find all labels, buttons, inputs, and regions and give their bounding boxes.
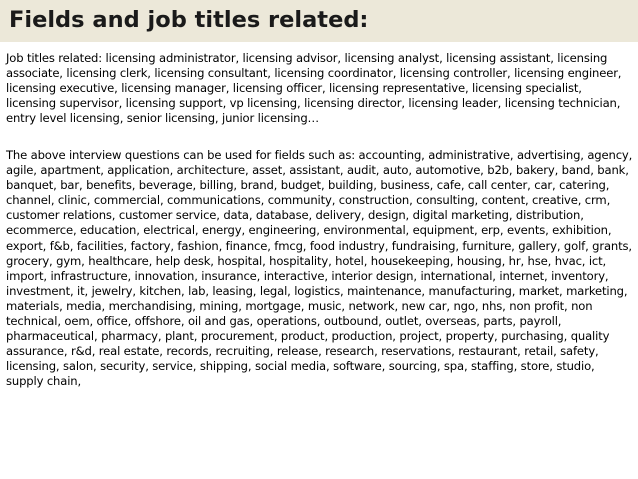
title-bar (0, 0, 638, 42)
job-titles-paragraph: Job titles related: licensing administrator, licensing advisor, licensing analyst, licensing assistant, licensing associate, licensing clerk, licensing consultant, licensing coordinator, licensing controller, licensing engineer, licensing executive, licensing manager, licensing officer, licensing representative, licensing specialist, licensing supervisor, licensing support, vp licensing, licensing director, licensing leader, licensing technician, entry level licensing, senior licensing, junior licensing… (6, 51, 622, 126)
slide-title: Fields and job titles related: (9, 7, 369, 33)
fields-paragraph: The above interview questions can be used for fields such as: accounting, administrative, advertising, agency, agile, apartment, application, architecture, asset, assistant, audit, auto, automotive, b2b, bakery, band, bank, banquet, bar, benefits, beverage, billing, brand, budget, building, business, cafe, call center, car, catering, channel, clinic, commercial, communications, community, construction, consulting, content, creative, crm, customer relations, customer service, data, database, delivery, design, digital marketing, distribution, ecommerce, education, electrical, energy, engineering, environmental, equipment, erp, events, exhibition, export, f&b, facilities, factory, fashion, finance, fmcg, food industry, fundraising, furniture, gallery, golf, grants, grocery, gym, healthcare, help desk, hospital, hospitality, hotel, housekeeping, housing, hr, hse, hvac, ict, import, infrastructure, innovation, insurance, interactive, interior design, international, internet, inventory, investment, it, jewelry, kitchen, lab, leasing, legal, logistics, maintenance, manufacturing, market, marketing, materials, media, merchandising, mining, mortgage, music, network, new car, ngo, nhs, non profit, non technical, oem, office, offshore, oil and gas, operations, outbound, outlet, overseas, parts, payroll, pharmaceutical, pharmacy, plant, procurement, product, production, project, property, purchasing, quality assurance, r&d, real estate, records, recruiting, release, research, reservations, restaurant, retail, safety, licensing, salon, security, service, shipping, social media, software, sourcing, spa, staffing, store, studio, supply chain, (6, 148, 633, 389)
